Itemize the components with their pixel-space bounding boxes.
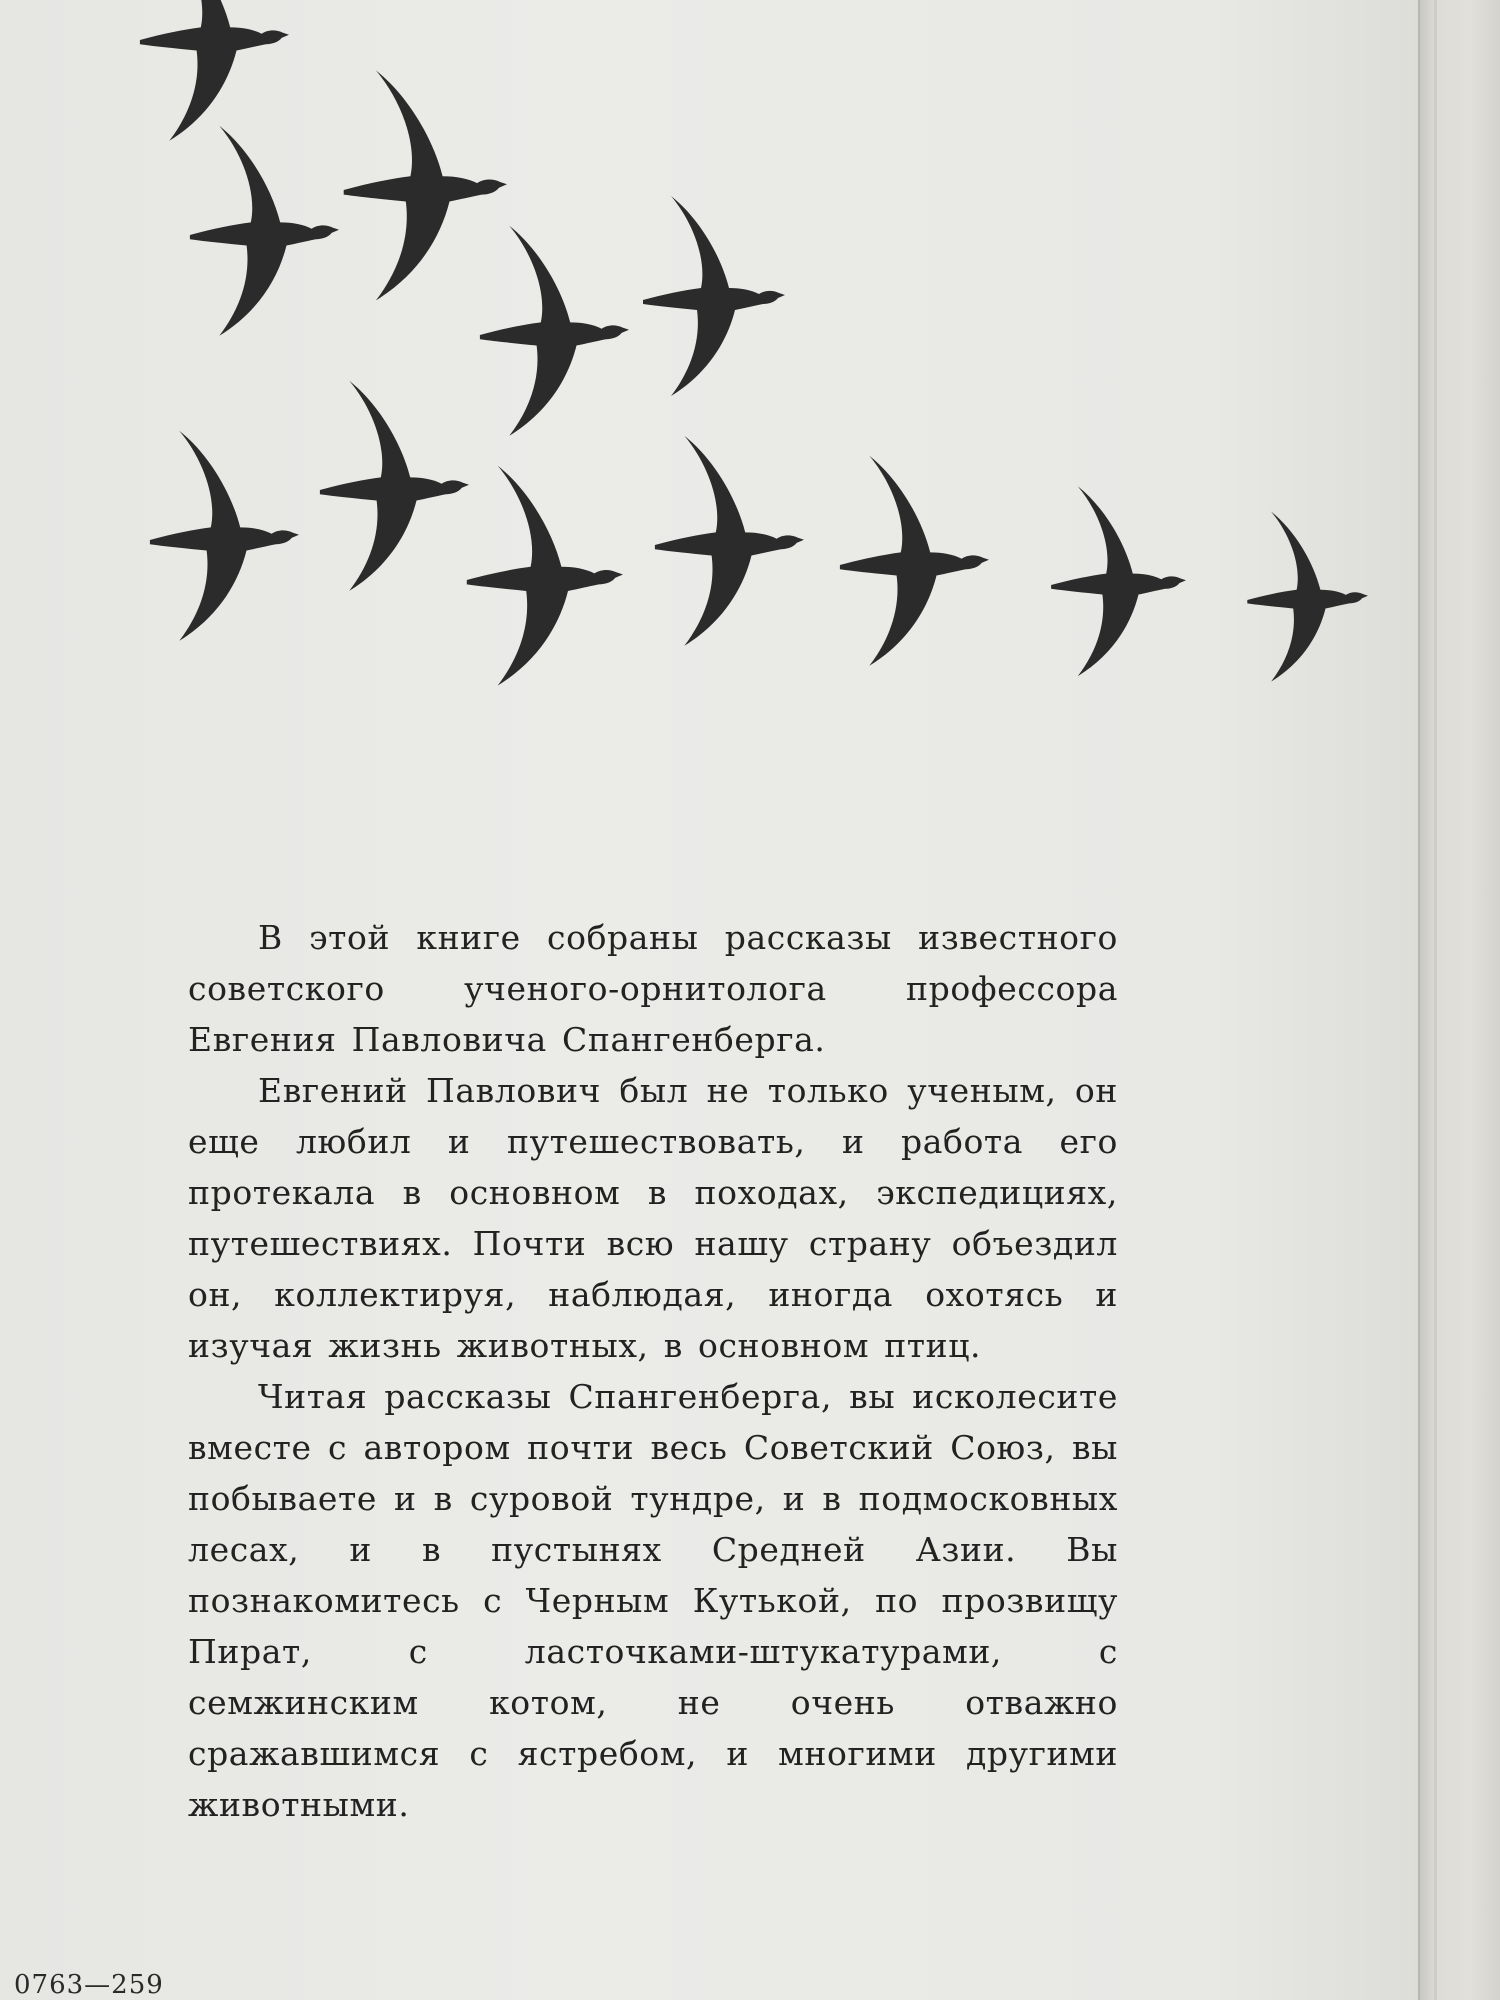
intro-text (188, 912, 1118, 1830)
paragraph-2: Евгений Павлович был не только ученым, он еще любил и путешествовать, и работа его протекала в основном в походах, экспедициях, путешествиях. Почти всю нашу страну объездил он, коллектируя, наблюдая, иногда охотясь и изучая жизнь животных, в основном птиц. (188, 1071, 1118, 1365)
bird-6 (150, 431, 299, 641)
paragraph-3: Читая рассказы Спангенберга, вы исколесите вместе с автором почти весь Советский Союз, вы побываете и в суровой тундре, и в подмосковных лесах, и в пустынях Средней Азии. Вы познакомитесь с Черным Кутькой, по прозвищу Пират, с ласточками-штукатурами, с семжинским котом, не очень отважно сражавшимся с ястребом, и многими другими животными. (188, 1377, 1118, 1824)
bird-1 (140, 0, 289, 141)
flock-of-birds-icon (0, 0, 1420, 720)
bird-4 (480, 226, 629, 436)
page-edge (1418, 0, 1500, 2000)
paragraph-1: В этой книге собраны рассказы известного советского ученого-орнитолога профессора Евгения Павловича Спангенберга. (188, 918, 1118, 1059)
bird-2 (190, 126, 339, 336)
publication-code: 0763—259 (14, 1970, 164, 2000)
bird-8 (467, 466, 623, 686)
bird-3 (344, 70, 507, 300)
bird-9 (655, 436, 804, 646)
bird-10 (840, 456, 989, 666)
bird-5 (643, 196, 785, 396)
bird-7 (320, 381, 469, 591)
bird-12 (1247, 512, 1368, 682)
bird-11 (1051, 486, 1186, 676)
